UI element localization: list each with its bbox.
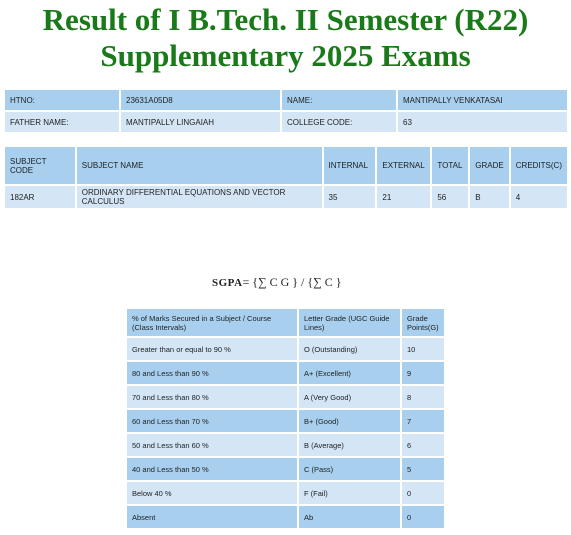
col-header: SUBJECT NAME: [77, 147, 322, 184]
table-row: [127, 506, 444, 528]
col-header: CREDITS(C): [511, 147, 567, 184]
htno-value: 23631A05D8: [121, 90, 280, 110]
marks-range: Absent: [127, 506, 297, 528]
letter-grade: B+ (Good): [299, 410, 400, 432]
grade-points: 0: [402, 482, 444, 504]
table-row: [127, 410, 444, 432]
marks-range: 50 and Less than 60 %: [127, 434, 297, 456]
col-header: Grade Points(G): [402, 309, 444, 336]
table-row: [127, 338, 444, 360]
father-value: MANTIPALLY LINGAIAH: [121, 112, 280, 132]
marks-range: 70 and Less than 80 %: [127, 386, 297, 408]
page-title: [0, 2, 571, 74]
subject-code: 182AR: [5, 186, 75, 208]
letter-grade: C (Pass): [299, 458, 400, 480]
letter-grade: F (Fail): [299, 482, 400, 504]
marks-range: 80 and Less than 90 %: [127, 362, 297, 384]
name-label: NAME:: [282, 90, 396, 110]
formula-expression: = {∑ C G } / {∑ C }: [242, 275, 342, 289]
subject-name: ORDINARY DIFFERENTIAL EQUATIONS AND VECTOR CALCULUS: [77, 186, 322, 208]
title-line-1: Result of I B.Tech. II Semester (R22): [42, 2, 529, 37]
info-row: [5, 90, 567, 110]
sgpa-formula: [212, 275, 341, 290]
grade-points: 9: [402, 362, 444, 384]
col-header: Letter Grade (UGC Guide Lines): [299, 309, 400, 336]
title-line-2: Supplementary 2025 Exams: [100, 38, 471, 73]
name-value: MANTIPALLY VENKATASAI: [398, 90, 567, 110]
col-header: GRADE: [470, 147, 508, 184]
letter-grade: A (Very Good): [299, 386, 400, 408]
grade: B: [470, 186, 508, 208]
grading-scale-table: [125, 307, 446, 530]
table-row: [127, 458, 444, 480]
marks-range: 60 and Less than 70 %: [127, 410, 297, 432]
grade-points: 10: [402, 338, 444, 360]
info-row: [5, 112, 567, 132]
table-row: [127, 386, 444, 408]
grade-points: 0: [402, 506, 444, 528]
table-header-row: [127, 309, 444, 336]
college-label: COLLEGE CODE:: [282, 112, 396, 132]
subject-results-table: [3, 145, 569, 210]
col-header: TOTAL: [432, 147, 468, 184]
letter-grade: B (Average): [299, 434, 400, 456]
table-row: [127, 434, 444, 456]
table-header-row: [5, 147, 567, 184]
letter-grade: A+ (Excellent): [299, 362, 400, 384]
letter-grade: Ab: [299, 506, 400, 528]
father-label: FATHER NAME:: [5, 112, 119, 132]
formula-label: SGPA: [212, 277, 243, 289]
table-row: [127, 362, 444, 384]
col-header: % of Marks Secured in a Subject / Course (Class Intervals): [127, 309, 297, 336]
credits: 4: [511, 186, 567, 208]
htno-label: HTNO:: [5, 90, 119, 110]
grade-points: 8: [402, 386, 444, 408]
marks-range: Below 40 %: [127, 482, 297, 504]
marks-range: 40 and Less than 50 %: [127, 458, 297, 480]
internal-marks: 35: [324, 186, 376, 208]
student-info-table: [3, 88, 569, 134]
col-header: EXTERNAL: [377, 147, 430, 184]
college-value: 63: [398, 112, 567, 132]
letter-grade: O (Outstanding): [299, 338, 400, 360]
col-header: SUBJECT CODE: [5, 147, 75, 184]
total-marks: 56: [432, 186, 468, 208]
col-header: INTERNAL: [324, 147, 376, 184]
table-row: [5, 186, 567, 208]
grade-points: 7: [402, 410, 444, 432]
table-row: [127, 482, 444, 504]
external-marks: 21: [377, 186, 430, 208]
grade-points: 5: [402, 458, 444, 480]
grade-points: 6: [402, 434, 444, 456]
marks-range: Greater than or equal to 90 %: [127, 338, 297, 360]
